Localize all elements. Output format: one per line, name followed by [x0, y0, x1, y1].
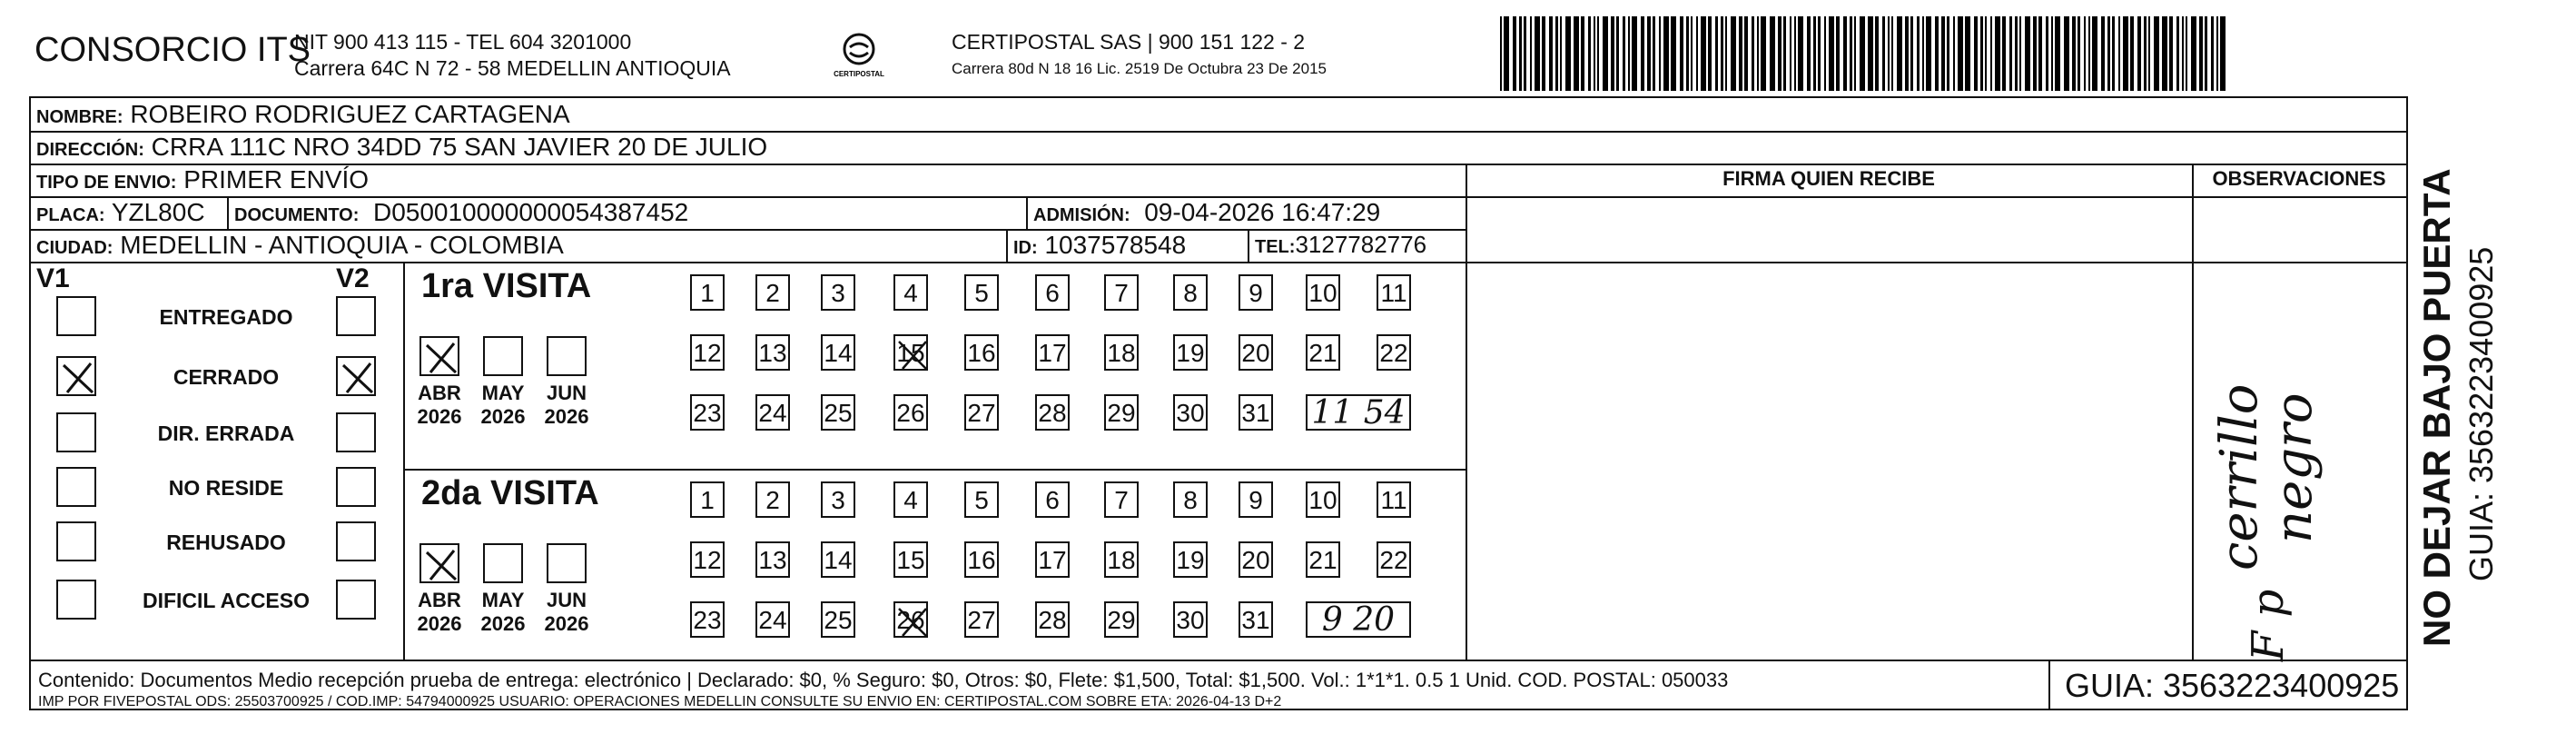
day-box[interactable]: 20	[1239, 541, 1273, 578]
barcode-bar	[1882, 16, 1885, 91]
day-box[interactable]: 18	[1104, 541, 1139, 578]
day-box[interactable]: 25	[821, 601, 855, 638]
certipostal-address: Carrera 80d N 18 16 Lic. 2519 De Octubra 23 De 2015	[952, 60, 1327, 77]
barcode-bar	[1752, 16, 1754, 91]
month-year: 2026	[417, 612, 462, 635]
barcode-bar	[1671, 16, 1676, 91]
v1-checkbox[interactable]	[56, 296, 96, 336]
certipostal-info	[952, 29, 1327, 82]
barcode-bar	[1594, 16, 1595, 91]
day-box[interactable]: 16	[964, 541, 999, 578]
day-box[interactable]: 2	[755, 481, 790, 518]
barcode-bar	[2107, 16, 2110, 91]
barcode-bar	[1611, 16, 1614, 91]
barcode-bar	[1616, 16, 1619, 91]
barcode-bar	[2205, 16, 2207, 91]
barcode-bar	[2182, 16, 2184, 91]
barcode-bar	[1824, 16, 1826, 91]
footer-imp: IMP POR FIVEPOSTAL ODS: 25503700925 / COD.IMP: 54794000925 USUARIO: OPERACIONES MEDELLIN CONSULTE SU ENVIO EN: CERTIPOSTAL.COM SOBRE ETA: 2026-04-13 D+2	[38, 694, 1282, 709]
day-box[interactable]: 6	[1035, 274, 1070, 311]
v1-checkbox[interactable]	[56, 467, 96, 507]
barcode-bar	[1807, 16, 1811, 91]
barcode-bar	[1854, 16, 1856, 91]
v2-checkbox[interactable]	[336, 296, 376, 336]
day-box[interactable]: 4	[893, 481, 928, 518]
month-name: JUN	[546, 382, 587, 404]
day-box[interactable]: 19	[1173, 541, 1208, 578]
day-box[interactable]: 14	[821, 334, 855, 371]
status-label: DIFICIL ACCESO	[142, 589, 310, 612]
barcode-bar	[2148, 16, 2150, 91]
barcode-bar	[2130, 16, 2134, 91]
barcode-bar	[1549, 16, 1553, 91]
barcode-bar	[2101, 16, 2105, 91]
barcode-bar	[2176, 16, 2179, 91]
day-box[interactable]: 21	[1306, 541, 1340, 578]
nombre-row: NOMBRE: ROBEIRO RODRIGUEZ CARTAGENA	[36, 100, 570, 128]
visit-title: 2da VISITA	[421, 474, 599, 512]
barcode-bar	[2009, 16, 2012, 91]
barcode-bar	[1623, 16, 1625, 91]
barcode-bar	[2169, 16, 2173, 91]
certipostal-line: CERTIPOSTAL SAS | 900 151 122 - 2	[952, 30, 1306, 54]
barcode-bar	[2137, 16, 2141, 91]
day-box[interactable]: 15	[893, 541, 928, 578]
side-guia: GUIA: 3563223400925	[2462, 246, 2500, 581]
day-box[interactable]: 11	[1377, 274, 1411, 311]
barcode-bar	[1691, 16, 1693, 91]
barcode-bar	[1958, 16, 1963, 91]
day-box[interactable]: 18	[1104, 334, 1139, 371]
direccion-row: DIRECCIÓN: CRRA 111C NRO 34DD 75 SAN JAVIER 20 DE JULIO	[36, 133, 768, 161]
day-box[interactable]: 7	[1104, 274, 1139, 311]
barcode-bar	[2162, 16, 2167, 91]
no-dejar-notice: NO DEJAR BAJO PUERTA	[2415, 168, 2458, 647]
barcode-bar	[1574, 16, 1579, 91]
barcode-bar	[2088, 16, 2090, 91]
month-year: 2026	[480, 405, 526, 428]
day-box[interactable]: 22	[1377, 334, 1411, 371]
day-box[interactable]: 13	[755, 541, 790, 578]
visit-time-box[interactable]: 11 54	[1306, 394, 1411, 431]
month-year: 2026	[544, 612, 589, 635]
barcode-bar	[1829, 16, 1834, 91]
barcode-bar	[1715, 16, 1718, 91]
day-box[interactable]: 27	[964, 601, 999, 638]
barcode-bar	[1965, 16, 1970, 91]
barcode-bar	[1935, 16, 1939, 91]
handwriting-note-1: cerrillo	[2210, 383, 2269, 570]
v1-checkbox[interactable]	[56, 521, 96, 561]
day-box[interactable]: 11	[1377, 481, 1411, 518]
certipostal-logo	[834, 31, 884, 82]
barcode-bar	[1696, 16, 1698, 91]
month-name: JUN	[546, 589, 587, 611]
v1-checkbox[interactable]	[56, 356, 96, 396]
day-box[interactable]: 28	[1035, 601, 1070, 638]
footer-contenido: Contenido: Documentos Medio recepción prueba de entrega: electrónico | Declarado: $0, % Seguro: $0, Otros: $0, Flete: $1,500, Total: $1,500. Vol.: 1*1*1. 0.5 1 Unid. COD. POSTAL: 050033	[38, 669, 1729, 691]
barcode-bar	[2046, 16, 2048, 91]
barcode-bar	[2002, 16, 2006, 91]
barcode-bar	[1926, 16, 1931, 91]
id-field: ID: 1037578548	[1013, 231, 1187, 259]
barcode-bar	[1761, 16, 1766, 91]
day-box[interactable]: 8	[1173, 274, 1208, 311]
day-box[interactable]: 9	[1239, 274, 1273, 311]
barcode-bar	[2092, 16, 2097, 91]
day-box[interactable]: 24	[755, 394, 790, 431]
barcode-bar	[1721, 16, 1723, 91]
barcode-bar	[1588, 16, 1591, 91]
barcode-bar	[1581, 16, 1584, 91]
barcode-bar	[1778, 16, 1781, 91]
barcode-bar	[1836, 16, 1840, 91]
handwriting-note-3: F p	[2243, 589, 2294, 661]
day-box[interactable]: 23	[690, 394, 725, 431]
direccion-value: CRRA 111C NRO 34DD 75 SAN JAVIER 20 DE JULIO	[151, 133, 768, 161]
barcode-bar	[1922, 16, 1924, 91]
month-year: 2026	[544, 405, 589, 428]
day-box[interactable]: 9	[1239, 481, 1273, 518]
barcode-bar	[1701, 16, 1706, 91]
month-year: 2026	[480, 612, 526, 635]
day-box[interactable]: 10	[1306, 481, 1340, 518]
barcode-bar	[1731, 16, 1736, 91]
barcode-bar	[2064, 16, 2069, 91]
day-box[interactable]: 1	[690, 274, 725, 311]
barcode-bar	[1535, 16, 1540, 91]
barcode-bar	[1888, 16, 1890, 91]
admision-field: ADMISIÓN: 09-04-2026 16:47:29	[1033, 198, 1381, 226]
day-box[interactable]: 4	[893, 274, 928, 311]
day-box[interactable]: 1	[690, 481, 725, 518]
day-box[interactable]: 17	[1035, 541, 1070, 578]
v2-checkbox[interactable]	[336, 467, 376, 507]
delivery-form	[29, 96, 2408, 710]
barcode-bar	[1980, 16, 1983, 91]
barcode-bar	[1868, 16, 1873, 91]
barcode-bar	[1995, 16, 2000, 91]
placa-value: YZL80C	[111, 198, 205, 226]
day-box[interactable]: 28	[1035, 394, 1070, 431]
handwriting-note-2: negro	[2265, 392, 2324, 543]
month-year: 2026	[417, 405, 462, 428]
barcode-bar	[2112, 16, 2115, 91]
day-mark	[895, 603, 930, 649]
month-label	[476, 382, 530, 429]
day-box[interactable]: 21	[1306, 334, 1340, 371]
barcode-bar	[1783, 16, 1786, 91]
barcode-bar	[1560, 16, 1562, 91]
barcode-bar	[1790, 16, 1791, 91]
barcode-bar	[1794, 16, 1796, 91]
visit-time-box[interactable]: 9 20	[1306, 601, 1411, 638]
day-box[interactable]: 7	[1104, 481, 1139, 518]
barcode-bar	[1843, 16, 1847, 91]
company-name: CONSORCIO ITS	[35, 31, 311, 69]
barcode-bar	[1897, 16, 1902, 91]
month-name: MAY	[481, 382, 525, 404]
barcode-bar	[1757, 16, 1759, 91]
day-box[interactable]: 6	[1035, 481, 1070, 518]
barcode-bar	[1739, 16, 1742, 91]
v2-checkbox[interactable]	[336, 412, 376, 452]
observaciones-label: OBSERVACIONES	[2212, 167, 2386, 190]
barcode-bar	[2033, 16, 2037, 91]
v2-checkbox[interactable]	[336, 356, 376, 396]
v2-label: V2	[336, 263, 370, 293]
barcode-bar	[1647, 16, 1651, 91]
month-label	[476, 589, 530, 636]
barcode-bar	[2191, 16, 2196, 91]
status-label: NO RESIDE	[168, 476, 284, 500]
status-label: CERRADO	[173, 365, 280, 389]
barcode-bar	[1744, 16, 1748, 91]
admision-value: 09-04-2026 16:47:29	[1144, 198, 1381, 226]
barcode-bar	[1708, 16, 1712, 91]
nit-line: NIT 900 413 115 - TEL 604 3201000	[294, 30, 632, 54]
day-box[interactable]: 5	[964, 274, 999, 311]
barcode-bar	[1597, 16, 1599, 91]
barcode-bar	[1798, 16, 1803, 91]
day-box[interactable]: 12	[690, 334, 725, 371]
barcode-bar	[1813, 16, 1816, 91]
barcode-bar	[1985, 16, 1987, 91]
day-box[interactable]: 27	[964, 394, 999, 431]
barcode-bar	[1524, 16, 1526, 91]
day-box[interactable]: 23	[690, 601, 725, 638]
month-checkbox[interactable]	[419, 336, 459, 376]
month-name: MAY	[481, 589, 525, 611]
documento-field: DOCUMENTO: D050010000000054387452	[234, 198, 689, 226]
barcode-bar	[1905, 16, 1909, 91]
barcode-bar	[1653, 16, 1655, 91]
barcode-bar	[2025, 16, 2030, 91]
month-name: ABR	[418, 382, 461, 404]
logo-text: CERTIPOSTAL	[834, 70, 884, 78]
barcode-bar	[1818, 16, 1821, 91]
day-box[interactable]: 3	[821, 481, 855, 518]
month-label	[412, 589, 467, 636]
day-box[interactable]: 30	[1173, 601, 1208, 638]
barcode-bar	[1850, 16, 1852, 91]
day-box[interactable]: 22	[1377, 541, 1411, 578]
status-label: DIR. ERRADA	[157, 422, 295, 445]
barcode-bar	[2118, 16, 2120, 91]
barcode-bar	[1974, 16, 1978, 91]
barcode-bar	[1875, 16, 1879, 91]
day-mark	[895, 336, 930, 382]
nombre-value: ROBEIRO RODRIGUEZ CARTAGENA	[130, 100, 570, 128]
day-box[interactable]: 2	[755, 274, 790, 311]
day-box[interactable]: 5	[964, 481, 999, 518]
v1-checkbox[interactable]	[56, 580, 96, 620]
barcode-bar	[1990, 16, 1992, 91]
barcode-bar	[1530, 16, 1532, 91]
visit-title: 1ra VISITA	[421, 267, 592, 305]
barcode-bar	[1663, 16, 1669, 91]
barcode-bar	[2051, 16, 2053, 91]
barcode-bar	[1891, 16, 1893, 91]
firma-label: FIRMA QUIEN RECIBE	[1722, 167, 1935, 190]
barcode-bar	[2015, 16, 2018, 91]
id-value: 1037578548	[1044, 231, 1187, 259]
month-checkbox[interactable]	[547, 336, 587, 376]
barcode-bar	[1628, 16, 1630, 91]
day-box[interactable]: 26	[893, 601, 928, 638]
day-box[interactable]: 24	[755, 601, 790, 638]
company-info	[294, 29, 731, 82]
placa-field: PLACA: YZL80C	[36, 198, 205, 226]
day-box[interactable]: 29	[1104, 394, 1139, 431]
tipo-envio-value: PRIMER ENVÍO	[183, 165, 370, 193]
v1-checkbox[interactable]	[56, 412, 96, 452]
barcode-bar	[1941, 16, 1945, 91]
tipo-envio-row: TIPO DE ENVIO: PRIMER ENVÍO	[36, 165, 370, 193]
barcode-bar	[1519, 16, 1522, 91]
barcode-bar	[1504, 16, 1509, 91]
barcode-bar	[1500, 16, 1502, 91]
barcode-bar	[2038, 16, 2042, 91]
month-checkbox[interactable]	[419, 543, 459, 583]
v2-checkbox[interactable]	[336, 580, 376, 620]
barcode	[1500, 16, 2226, 91]
barcode-bar	[1947, 16, 1949, 91]
barcode-bar	[2055, 16, 2060, 91]
barcode-bar	[1513, 16, 1516, 91]
ciudad-value: MEDELLIN - ANTIOQUIA - COLOMBIA	[120, 231, 564, 259]
day-box[interactable]: 19	[1173, 334, 1208, 371]
day-box[interactable]: 30	[1173, 394, 1208, 431]
ciudad-row: CIUDAD: MEDELLIN - ANTIOQUIA - COLOMBIA	[36, 231, 564, 259]
day-box[interactable]: 13	[755, 334, 790, 371]
month-checkbox[interactable]	[483, 543, 523, 583]
day-box[interactable]: 14	[821, 541, 855, 578]
barcode-bar	[2186, 16, 2187, 91]
tel-value: 3127782776	[1295, 231, 1427, 258]
v2-checkbox[interactable]	[336, 521, 376, 561]
barcode-bar	[1953, 16, 1955, 91]
barcode-bar	[1860, 16, 1865, 91]
barcode-bar	[1686, 16, 1689, 91]
status-label: REHUSADO	[166, 531, 286, 554]
day-box[interactable]: 17	[1035, 334, 1070, 371]
barcode-bar	[1555, 16, 1558, 91]
barcode-bar	[2220, 16, 2226, 91]
barcode-bar	[1632, 16, 1637, 91]
barcode-bar	[2199, 16, 2203, 91]
barcode-bar	[1770, 16, 1775, 91]
barcode-bar	[2078, 16, 2080, 91]
day-box[interactable]: 20	[1239, 334, 1273, 371]
barcode-bar	[2084, 16, 2086, 91]
month-label	[539, 382, 594, 429]
day-box[interactable]: 26	[893, 394, 928, 431]
barcode-bar	[1603, 16, 1608, 91]
month-label	[539, 589, 594, 636]
barcode-bar	[1542, 16, 1545, 91]
barcode-bar	[2216, 16, 2218, 91]
day-box[interactable]: 16	[964, 334, 999, 371]
documento-value: D050010000000054387452	[372, 198, 689, 226]
month-name: ABR	[418, 589, 461, 611]
footer-guia: GUIA: 3563223400925	[2065, 667, 2400, 704]
barcode-bar	[2211, 16, 2214, 91]
day-box[interactable]: 29	[1104, 601, 1139, 638]
barcode-bar	[2144, 16, 2147, 91]
barcode-bar	[1725, 16, 1727, 91]
day-box[interactable]: 12	[690, 541, 725, 578]
company-address: Carrera 64C N 72 - 58 MEDELLIN ANTIOQUIA	[294, 56, 731, 80]
month-checkbox[interactable]	[483, 336, 523, 376]
barcode-bar	[1565, 16, 1571, 91]
month-checkbox[interactable]	[547, 543, 587, 583]
day-box[interactable]: 8	[1173, 481, 1208, 518]
day-box[interactable]: 3	[821, 274, 855, 311]
barcode-bar	[2123, 16, 2128, 91]
barcode-bar	[1641, 16, 1644, 91]
barcode-bar	[1659, 16, 1661, 91]
month-label	[412, 382, 467, 429]
v1-label: V1	[36, 263, 70, 293]
day-box[interactable]: 25	[821, 394, 855, 431]
barcode-bar	[1680, 16, 1683, 91]
day-box[interactable]: 31	[1239, 394, 1273, 431]
day-box[interactable]: 10	[1306, 274, 1340, 311]
barcode-bar	[2019, 16, 2021, 91]
barcode-bar	[1917, 16, 1920, 91]
tel-field: TEL:3127782776	[1255, 231, 1427, 258]
status-label: ENTREGADO	[159, 305, 293, 329]
day-box[interactable]: 31	[1239, 601, 1273, 638]
barcode-bar	[1910, 16, 1913, 91]
day-box[interactable]: 15	[893, 334, 928, 371]
barcode-bar	[2072, 16, 2076, 91]
barcode-bar	[2154, 16, 2159, 91]
